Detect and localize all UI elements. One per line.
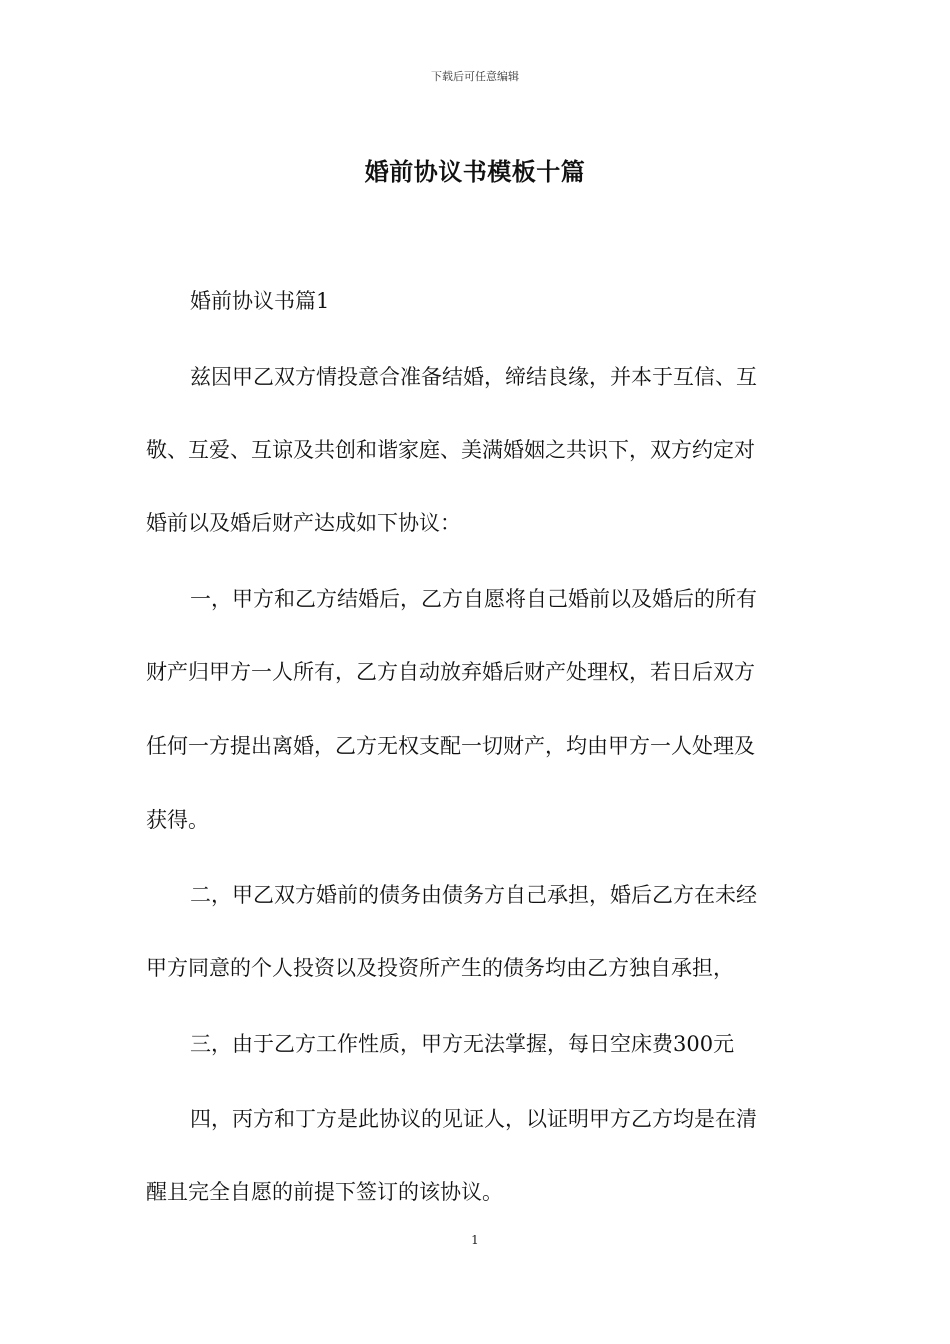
body-line-3: 婚前以及婚后财产达成如下协议： — [146, 511, 461, 535]
page-number: 1 — [471, 1233, 479, 1247]
body-line-6: 任何一方提出离婚，乙方无权支配一切财产，均由甲方一人处理及 — [146, 734, 755, 758]
body-line-11: 四，丙方和丁方是此协议的见证人，以证明甲方乙方均是在清 — [190, 1107, 757, 1131]
body-line-1: 兹因甲乙双方情投意合准备结婚，缔结良缘，并本于互信、互 — [190, 365, 757, 389]
body-line-10: 三，由于乙方工作性质，甲方无法掌握，每日空床费300元 — [190, 1032, 735, 1056]
body-line-2: 敬、互爱、互谅及共创和谐家庭、美满婚姻之共识下，双方约定对 — [146, 438, 755, 462]
section-heading: 婚前协议书篇1 — [190, 289, 330, 313]
body-line-12: 醒且完全自愿的前提下签订的该协议。 — [146, 1180, 503, 1204]
body-line-8: 二，甲乙双方婚前的债务由债务方自己承担，婚后乙方在未经 — [190, 883, 757, 907]
body-line-9: 甲方同意的个人投资以及投资所产生的债务均由乙方独自承担， — [146, 956, 734, 980]
header-note: 下载后可任意编辑 — [431, 70, 519, 83]
body-line-7: 获得。 — [146, 808, 209, 832]
body-line-4: 一，甲方和乙方结婚后，乙方自愿将自己婚前以及婚后的所有 — [190, 587, 757, 611]
body-line-5: 财产归甲方一人所有，乙方自动放弃婚后财产处理权，若日后双方 — [146, 660, 755, 684]
document-title: 婚前协议书模板十篇 — [364, 157, 586, 186]
